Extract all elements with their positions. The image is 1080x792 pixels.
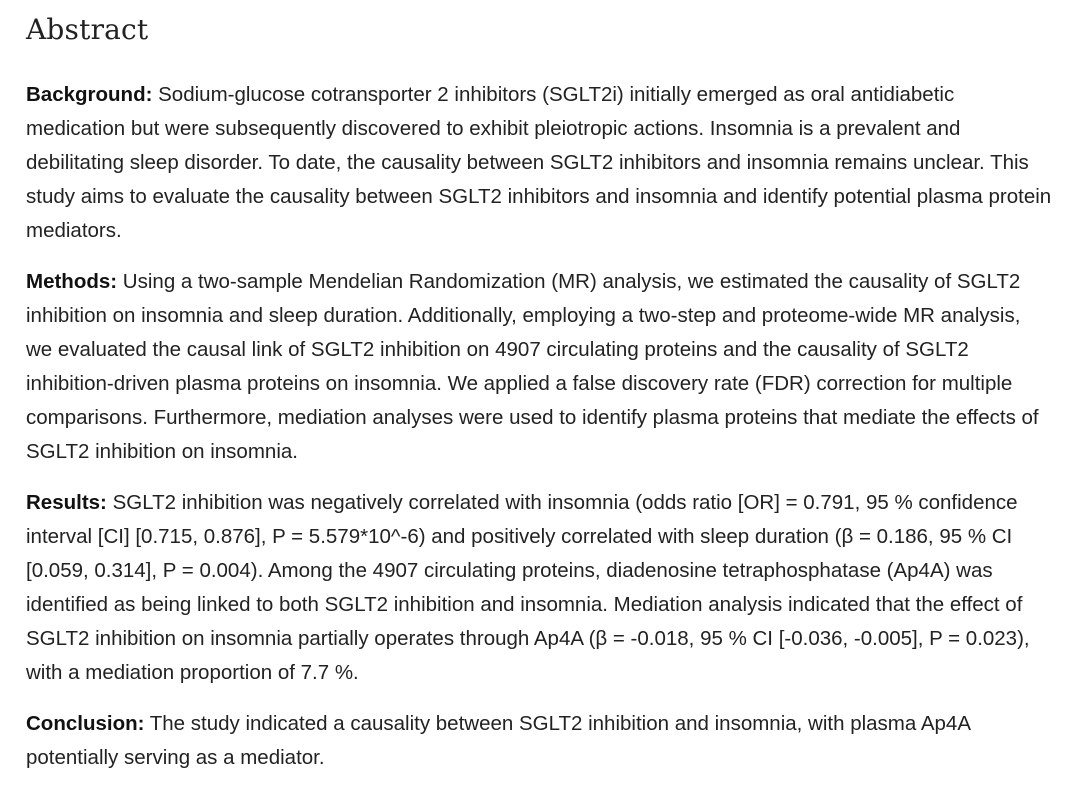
- conclusion-section: [26, 707, 1052, 775]
- conclusion-label: Conclusion:: [26, 712, 145, 735]
- results-label: Results:: [26, 491, 107, 514]
- results-text: SGLT2 inhibition was negatively correlated with insomnia (odds ratio [OR] = 0.791, 95 % confidence interval [CI] [0.715, 0.876], P = 5.579*10^-6) and positively correlated with sleep duration (β = 0.186, 95 % CI [0.059, 0.314], P = 0.004). Among the 4907 circulating proteins, diadenosine tetraphosphatase (Ap4A) was identified as being linked to both SGLT2 inhibition and insomnia. Mediation analysis indicated that the effect of SGLT2 inhibition on insomnia partially operates through Ap4A (β = -0.018, 95 % CI [-0.036, -0.005], P = 0.023), with a mediation proportion of 7.7 %.: [26, 491, 1030, 684]
- methods-section: [26, 265, 1052, 469]
- abstract-heading: Abstract: [26, 13, 149, 46]
- background-section: [26, 78, 1052, 248]
- methods-label: Methods:: [26, 270, 118, 293]
- abstract-container: [26, 8, 1052, 792]
- methods-text: Using a two-sample Mendelian Randomization (MR) analysis, we estimated the causality of SGLT2 inhibition on insomnia and sleep duration. Additionally, employing a two-step and proteome-wide MR analysis, we evaluated the causal link of SGLT2 inhibition on 4907 circulating proteins and the causality of SGLT2 inhibition-driven plasma proteins on insomnia. We applied a false discovery rate (FDR) correction for multiple comparisons. Furthermore, mediation analyses were used to identify plasma proteins that mediate the effects of SGLT2 inhibition on insomnia.: [26, 270, 1039, 463]
- results-section: [26, 486, 1052, 690]
- background-label: Background:: [26, 83, 153, 106]
- conclusion-text: The study indicated a causality between SGLT2 inhibition and insomnia, with plasma Ap4A potentially serving as a mediator.: [26, 712, 970, 769]
- background-text: Sodium-glucose cotransporter 2 inhibitors (SGLT2i) initially emerged as oral antidiabetic medication but were subsequently discovered to exhibit pleiotropic actions. Insomnia is a prevalent and debilitating sleep disorder. To date, the causality between SGLT2 inhibitors and insomnia remains unclear. This study aims to evaluate the causality between SGLT2 inhibitors and insomnia and identify potential plasma protein mediators.: [26, 83, 1052, 242]
